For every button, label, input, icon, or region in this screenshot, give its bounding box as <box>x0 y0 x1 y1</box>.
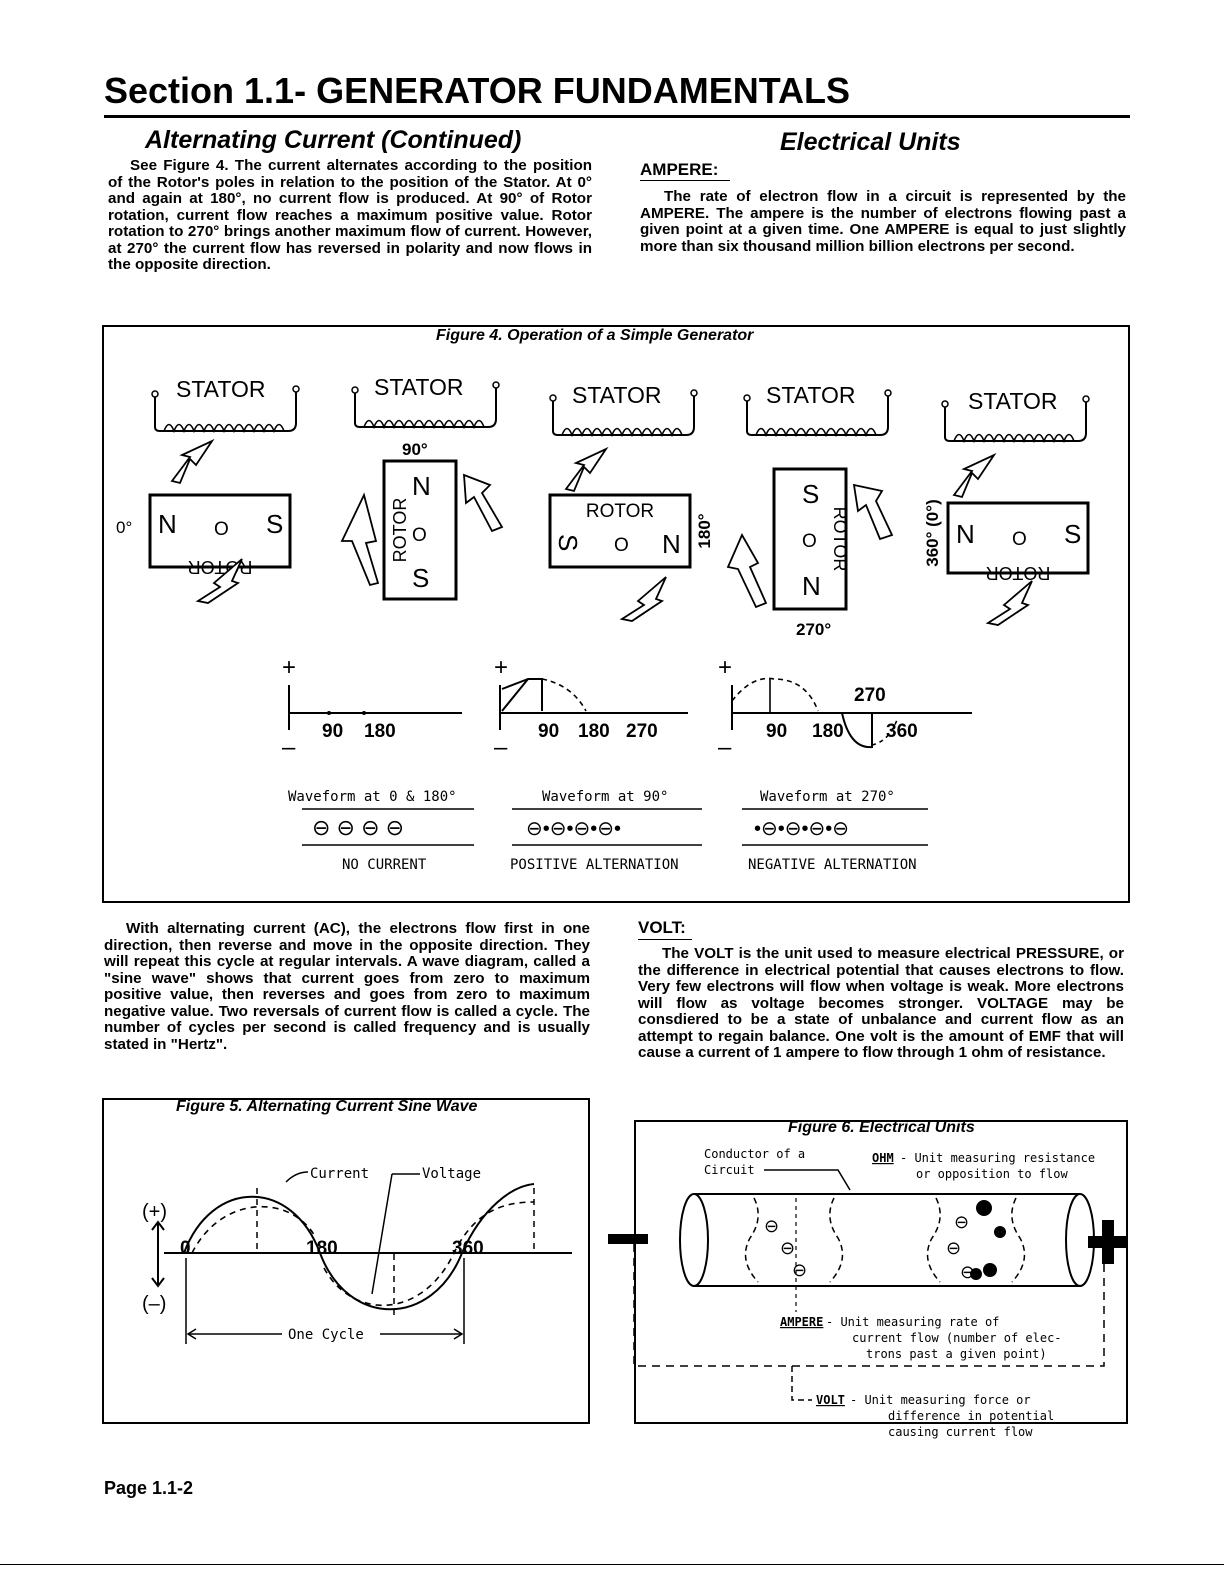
tick-270: 270 <box>626 721 658 742</box>
plus-sign: + <box>718 654 733 681</box>
minus-sign: – <box>494 734 508 761</box>
pole-o: O <box>802 531 817 552</box>
ampere-desc: - Unit measuring rate of <box>826 1315 1000 1329</box>
bottom-rule <box>0 1564 1224 1565</box>
volt-label: VOLT: <box>638 918 686 937</box>
pole-o: O <box>614 535 629 556</box>
pole-n: N <box>662 529 681 559</box>
volt-paragraph: The VOLT is the unit used to measure electrical PRESSURE, or the difference in electrical potential that causes electrons to flow. Very few electrons will flow when voltage is weak. More electrons will flow as voltage becomes stronger. VOLTAGE may be consdiered to be a state of unbalance and current flow as an attempt to regain balance. One volt is the amount of EMF that will cause a current of 1 ampere to flow through 1 ohm of resistance. <box>638 945 1124 1061</box>
ac-intro-paragraph: See Figure 4. The current alternates according to the position of the Rotor's poles in relation to the position of the Stator. At 0° and again at 180°, no current flow is produced. At 90° of Rotor rotation, current flow reaches a maximum positive value. Rotor rotation to 270° brings another maximum flow of current. However, at 270° the current flow has reversed in polarity and now flows in the opposite direction. <box>108 157 592 273</box>
volt-desc: difference in potential <box>888 1409 1055 1423</box>
tick-180: 180 <box>578 721 610 742</box>
figure6-diagram <box>604 1136 1144 1446</box>
alternating-current-heading: Alternating Current (Continued) <box>145 126 522 154</box>
pole-n: N <box>412 471 431 501</box>
pole-o: O <box>412 525 427 546</box>
plus-sign: + <box>282 654 297 681</box>
rotor-label: ROTOR <box>830 506 850 572</box>
rotor-90 <box>384 461 456 599</box>
pole-o: O <box>214 519 229 540</box>
rotor-label: ROTOR <box>187 557 253 577</box>
ampere-desc: trons past a given point) <box>866 1347 1047 1361</box>
electron-row: ⊖ ⊖ ⊖ ⊖ <box>312 815 405 840</box>
tick-270: 270 <box>854 685 886 706</box>
volt-term: VOLT <box>816 1393 845 1407</box>
rotation-arrow-icon <box>954 455 994 497</box>
ampere-label: AMPERE: <box>640 160 719 179</box>
stator-90 <box>352 374 499 427</box>
waveform-caption-0-180 <box>288 789 474 873</box>
rotor-label: ROTOR <box>390 497 410 563</box>
ohm-desc: - Unit measuring resistance <box>900 1151 1096 1165</box>
waveform-plot-90 <box>494 654 688 761</box>
ampere-underline <box>640 180 730 181</box>
volt-desc: - Unit measuring force or <box>850 1393 1031 1407</box>
positive-label: (+) <box>142 1201 167 1223</box>
stator-label: STATOR <box>572 382 662 408</box>
angle-0-label: 0° <box>116 518 133 537</box>
tick-90: 90 <box>538 721 560 742</box>
current-label: Current <box>310 1166 370 1182</box>
rotor-label: ROTOR <box>585 501 655 522</box>
stator-0 <box>152 376 299 431</box>
pole-s: S <box>802 479 820 509</box>
negative-label: (–) <box>142 1293 167 1315</box>
rotation-arrow-icon <box>464 475 502 531</box>
one-cycle-label: One Cycle <box>288 1327 364 1343</box>
waveform-title: Waveform at 90° <box>542 789 669 805</box>
conductor-label: Circuit <box>704 1163 755 1177</box>
waveform-title: Waveform at 0 & 180° <box>288 789 457 805</box>
plus-sign: + <box>494 654 509 681</box>
pole-s: S <box>1064 519 1082 549</box>
rotation-arrow-icon <box>622 577 666 621</box>
electron-icon: ⊖ <box>954 1212 970 1232</box>
electron-icon: ⊖ <box>764 1216 780 1236</box>
rotation-arrow-icon <box>728 535 766 607</box>
angle-270-label: 270° <box>796 620 832 639</box>
section-title: Section 1.1- GENERATOR FUNDAMENTALS <box>104 70 851 111</box>
page-number: Page 1.1-2 <box>104 1478 194 1498</box>
tick-0: 0 <box>180 1238 191 1259</box>
electron-icon: ⊖ <box>792 1260 808 1280</box>
ohm-term: OHM <box>872 1151 894 1165</box>
ampere-term: AMPERE <box>780 1315 824 1329</box>
ohm-desc: or opposition to flow <box>916 1167 1068 1181</box>
stator-180 <box>550 382 697 435</box>
pole-n: N <box>158 509 177 539</box>
title-rule <box>104 115 1130 118</box>
waveform-status: NEGATIVE ALTERNATION <box>748 857 917 873</box>
ampere-desc: current flow (number of elec- <box>852 1331 1062 1345</box>
stator-label: STATOR <box>766 382 856 408</box>
stator-label: STATOR <box>968 388 1058 414</box>
tick-90: 90 <box>322 721 344 742</box>
stator-360 <box>942 388 1089 441</box>
voltage-label: Voltage <box>422 1166 482 1182</box>
tick-180: 180 <box>364 721 396 742</box>
volt-desc: causing current flow <box>888 1425 1033 1439</box>
angle-90-label: 90° <box>402 440 428 459</box>
rotation-arrow-icon <box>566 449 606 491</box>
waveform-status: NO CURRENT <box>342 857 427 873</box>
pole-o: O <box>1012 529 1027 550</box>
figure5-caption: Figure 5. Alternating Current Sine Wave <box>176 1098 478 1115</box>
rotation-arrow-icon <box>854 485 892 539</box>
pole-s: S <box>553 534 583 552</box>
pole-s: S <box>266 509 284 539</box>
conductor-label: Conductor of a <box>704 1147 806 1161</box>
figure5-sine-wave <box>102 1118 586 1418</box>
pole-n: N <box>802 571 821 601</box>
waveform-plot-270 <box>718 654 972 761</box>
waveform-caption-270 <box>742 789 928 873</box>
waveform-plot-0-180 <box>282 654 462 761</box>
rotation-arrow-icon <box>172 441 212 483</box>
tick-90: 90 <box>766 721 788 742</box>
angle-360-label: 360° (0°) <box>923 499 942 567</box>
rotor-0 <box>150 495 290 577</box>
tick-360: 360 <box>886 721 918 742</box>
ampere-paragraph: The rate of electron flow in a circuit is represented by the AMPERE. The ampere is the number of electrons flowing past a given point at a given time. One AMPERE is equal to just slightly more than six thousand million billion electrons per second. <box>640 188 1126 255</box>
rotor-label: ROTOR <box>985 563 1051 583</box>
minus-sign: – <box>282 734 296 761</box>
figure6-caption: Figure 6. Electrical Units <box>788 1119 975 1136</box>
rotation-arrow-icon <box>988 581 1032 625</box>
electron-row: ⊖•⊖•⊖•⊖• <box>526 818 622 840</box>
rotation-arrow-icon <box>342 495 378 585</box>
ac-sine-wave-paragraph: With alternating current (AC), the electrons flow first in one direction, then reverse and move in the opposite direction. They will repeat this cycle at regular intervals. A wave diagram, called a "sine wave" shows that current goes from zero to maximum positive value, then reverses and goes from zero to maximum negative value. Two reversals of current flow is called a cycle. The number of cycles per second is called frequency and is usually stated in "Hertz". <box>104 920 590 1053</box>
figure4-caption: Figure 4. Operation of a Simple Generator <box>436 327 754 344</box>
electrical-units-heading: Electrical Units <box>780 128 961 156</box>
pole-n: N <box>956 519 975 549</box>
electron-row: •⊖•⊖•⊖•⊖ <box>754 818 850 840</box>
stator-label: STATOR <box>374 374 464 400</box>
stator-label: STATOR <box>176 376 266 402</box>
electron-icon: ⊖ <box>960 1262 976 1282</box>
figure4-diagram <box>102 345 1126 900</box>
stator-270 <box>744 382 891 435</box>
volt-underline <box>638 939 692 940</box>
electron-icon: ⊖ <box>946 1238 962 1258</box>
minus-terminal-icon <box>608 1234 648 1244</box>
pole-s: S <box>412 563 430 593</box>
rotor-360 <box>948 503 1088 583</box>
waveform-title: Waveform at 270° <box>760 789 895 805</box>
waveform-status: POSITIVE ALTERNATION <box>510 857 679 873</box>
tick-360: 360 <box>452 1238 484 1259</box>
rotor-180 <box>550 495 690 567</box>
angle-180-label: 180° <box>695 513 714 549</box>
waveform-caption-90 <box>510 789 702 873</box>
tick-180: 180 <box>812 721 844 742</box>
electron-icon: ⊖ <box>780 1238 796 1258</box>
tick-180: 180 <box>306 1238 338 1259</box>
rotor-270 <box>774 469 850 609</box>
minus-sign: – <box>718 734 732 761</box>
